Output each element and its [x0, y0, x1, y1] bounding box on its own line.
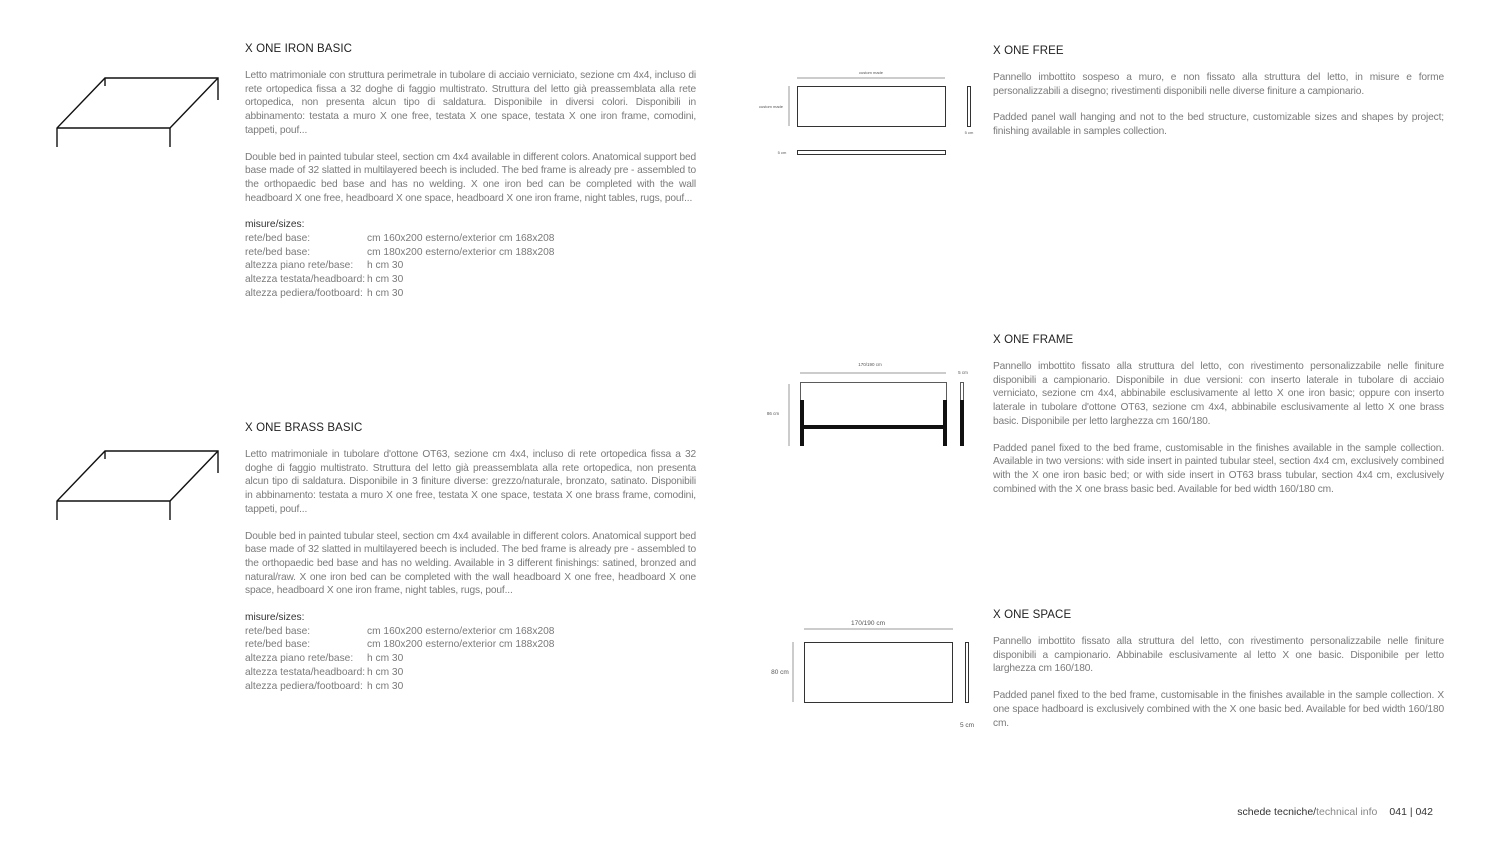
- brass-basic-sizes: [245, 611, 696, 693]
- frame-dim-height: 86 cm: [766, 411, 780, 416]
- size-row: [245, 652, 696, 666]
- space-title: X ONE SPACE: [993, 609, 1072, 621]
- iron-basic-desc-en: Double bed in painted tubular steel, section cm 4x4 available in different colors. Anatomical support bed base made of 32 slatted in multilayered beech is included. The bed frame is already pre - assembled to the orthopaedic bed base and has no welding. X one iron bed can be completed with the wall headboard X one free, headboard X one space, headboard X one iron frame, night tables, rugs, pouf...: [245, 151, 696, 204]
- brass-basic-desc-it: Letto matrimoniale in tubolare d'ottone OT63, sezione cm 4x4, incluso di rete ortopedica fissa a 32 doghe di faggio multistrato. Struttura del letto già preassemblata alla rete ortopedica, non presenta alcun tipo di saldatura. Disponibile in 3 finiture diverse: grezzo/naturale, bronzato, satinato. Disponibili in abbinamento: testata a muro X one free, testata X one space, testata X one brass frame, comodini, tappeti, pouf...: [245, 449, 696, 515]
- free-title: X ONE FREE: [993, 45, 1064, 57]
- free-dim-height: custom made: [758, 104, 784, 109]
- size-row: [245, 680, 696, 694]
- size-value: cm 180x200 esterno/exterior cm 188x208: [367, 639, 555, 651]
- brass-basic-title: X ONE BRASS BASIC: [245, 422, 363, 434]
- frame-dim-width: 170/190 cm: [858, 362, 882, 367]
- size-row: [245, 259, 696, 273]
- free-dim-depth: 5 cm: [964, 130, 974, 135]
- size-row: [245, 638, 696, 652]
- size-row: [245, 246, 696, 260]
- frame-desc-it: Pannello imbottito fissato alla struttura del letto, con rivestimento personalizzabile nelle finiture disponibili a campionario. Disponibile in due versioni: con inserto laterale in tubolare di acciaio verniciato, sezione cm 4x4, abbinabile esclusivamente al letto X one iron basic; oppure con inserto laterale in tubolare d'ottone OT63, sezione cm 4x4, abbinabile esclusivamente al letto X one brass basic. Disponibile per letto larghezza cm 160/180.: [993, 361, 1444, 427]
- page-numbers: 041 | 042: [1389, 806, 1433, 818]
- size-value: cm 180x200 esterno/exterior cm 188x208: [367, 246, 555, 258]
- space-dim-height: 80 cm: [771, 669, 789, 676]
- space-section: [993, 609, 1444, 743]
- size-value: h cm 30: [367, 287, 404, 299]
- size-label: altezza testata/headboard:: [245, 666, 366, 678]
- space-desc-it: Pannello imbottito fissato alla struttura del letto, con rivestimento personalizzabile nelle finiture disponibili a campionario. Abbinabile esclusivamente al letto X one basic. Disponibile per letto larghezza cm 160/180.: [993, 636, 1444, 675]
- sizes-title: misure/sizes:: [245, 612, 305, 624]
- brass-basic-section: [245, 422, 696, 693]
- free-desc-en: Padded panel wall hanging and not to the bed structure, customizable sizes and shapes by project; finishing available in samples collection.: [993, 112, 1444, 138]
- size-row: [245, 232, 696, 246]
- iron-basic-desc-it: Letto matrimoniale con struttura perimetrale in tubolare di acciaio verniciato, sezione cm 4x4, incluso di rete ortopedica fissa a 32 doghe di faggio multistrato. Struttura del letto già preassemblata alla rete ortopedica, non presenta alcun tipo di saldatura. Disponibile in diversi colori. Disponibili in abbinamento: testata a muro X one free, testata X one space, testata X one iron frame, comodini, tappeti, pouf...: [245, 70, 696, 136]
- size-value: h cm 30: [367, 274, 404, 286]
- size-label: altezza piano rete/base:: [245, 260, 354, 272]
- size-label: altezza testata/headboard:: [245, 274, 366, 286]
- free-dim-thickness: 5 cm: [777, 150, 787, 155]
- free-section: [993, 45, 1444, 152]
- size-value: h cm 30: [367, 653, 404, 665]
- iron-basic-sizes: [245, 218, 696, 300]
- iron-basic-title: X ONE IRON BASIC: [245, 43, 353, 55]
- size-value: h cm 30: [367, 680, 404, 692]
- space-desc-en: Padded panel fixed to the bed frame, customisable in the finishes available in the sample collection. X one space hadboard is exclusively combined with the X one basic bed. Available for bed width 160/180 cm.: [993, 690, 1444, 729]
- size-label: altezza pediera/footboard:: [245, 287, 363, 299]
- free-dim-width: custom made: [858, 70, 884, 75]
- size-label: altezza piano rete/base:: [245, 653, 354, 665]
- frame-title: X ONE FRAME: [993, 334, 1074, 346]
- size-label: rete/bed base:: [245, 246, 311, 258]
- footer-section-it: schede tecniche/: [1237, 806, 1317, 818]
- size-label: altezza pediera/footboard:: [245, 680, 363, 692]
- sizes-title: misure/sizes:: [245, 219, 305, 231]
- size-label: rete/bed base:: [245, 625, 311, 637]
- size-label: rete/bed base:: [245, 639, 311, 651]
- space-dim-width: 170/190 cm: [851, 620, 885, 627]
- size-label: rete/bed base:: [245, 233, 311, 245]
- brass-basic-desc-en: Double bed in painted tubular steel, section cm 4x4 available in different colors. Anatomical support bed base made of 32 slatted in multilayered beech is included. The bed frame is already pre - assembled to the orthopaedic bed base and has no welding. Available in 3 different finishings: satined, bronzed and natural/raw. X one iron bed can be completed with the wall headboard X one free, headboard X one space, headboard X one iron frame, night tables, rugs, pouf...: [245, 530, 696, 597]
- free-desc-it: Pannello imbottito sospeso a muro, e non fissato alla struttura del letto, in misure e forme personalizzabili a disegno; rivestimenti disponibili nelle diverse finiture a campionario.: [993, 72, 1444, 97]
- frame-dim-depth: 5 cm: [958, 370, 968, 375]
- size-value: h cm 30: [367, 260, 404, 272]
- space-dim-depth: 5 cm: [959, 722, 975, 729]
- iron-basic-section: [245, 43, 696, 301]
- footer-section-en: technical info: [1316, 806, 1378, 818]
- size-row: [245, 625, 696, 639]
- size-value: cm 160x200 esterno/exterior cm 168x208: [367, 233, 555, 245]
- size-value: h cm 30: [367, 666, 404, 678]
- size-row: [245, 273, 696, 287]
- frame-desc-en: Padded panel fixed to the bed frame, customisable in the finishes available in the sample collection. Available in two versions: with side insert in painted tubular steel, section 4x4 cm, exclusively combined with the X one iron basic bed; or with side insert in OT63 brass tubular, section 4x4 cm, exclusively combined with the X one brass basic bed. Available for bed width 160/180 cm.: [993, 442, 1444, 495]
- size-row: [245, 666, 696, 680]
- size-row: [245, 287, 696, 301]
- frame-section: [993, 334, 1444, 509]
- page-footer: [1237, 806, 1433, 818]
- size-value: cm 160x200 esterno/exterior cm 168x208: [367, 625, 555, 637]
